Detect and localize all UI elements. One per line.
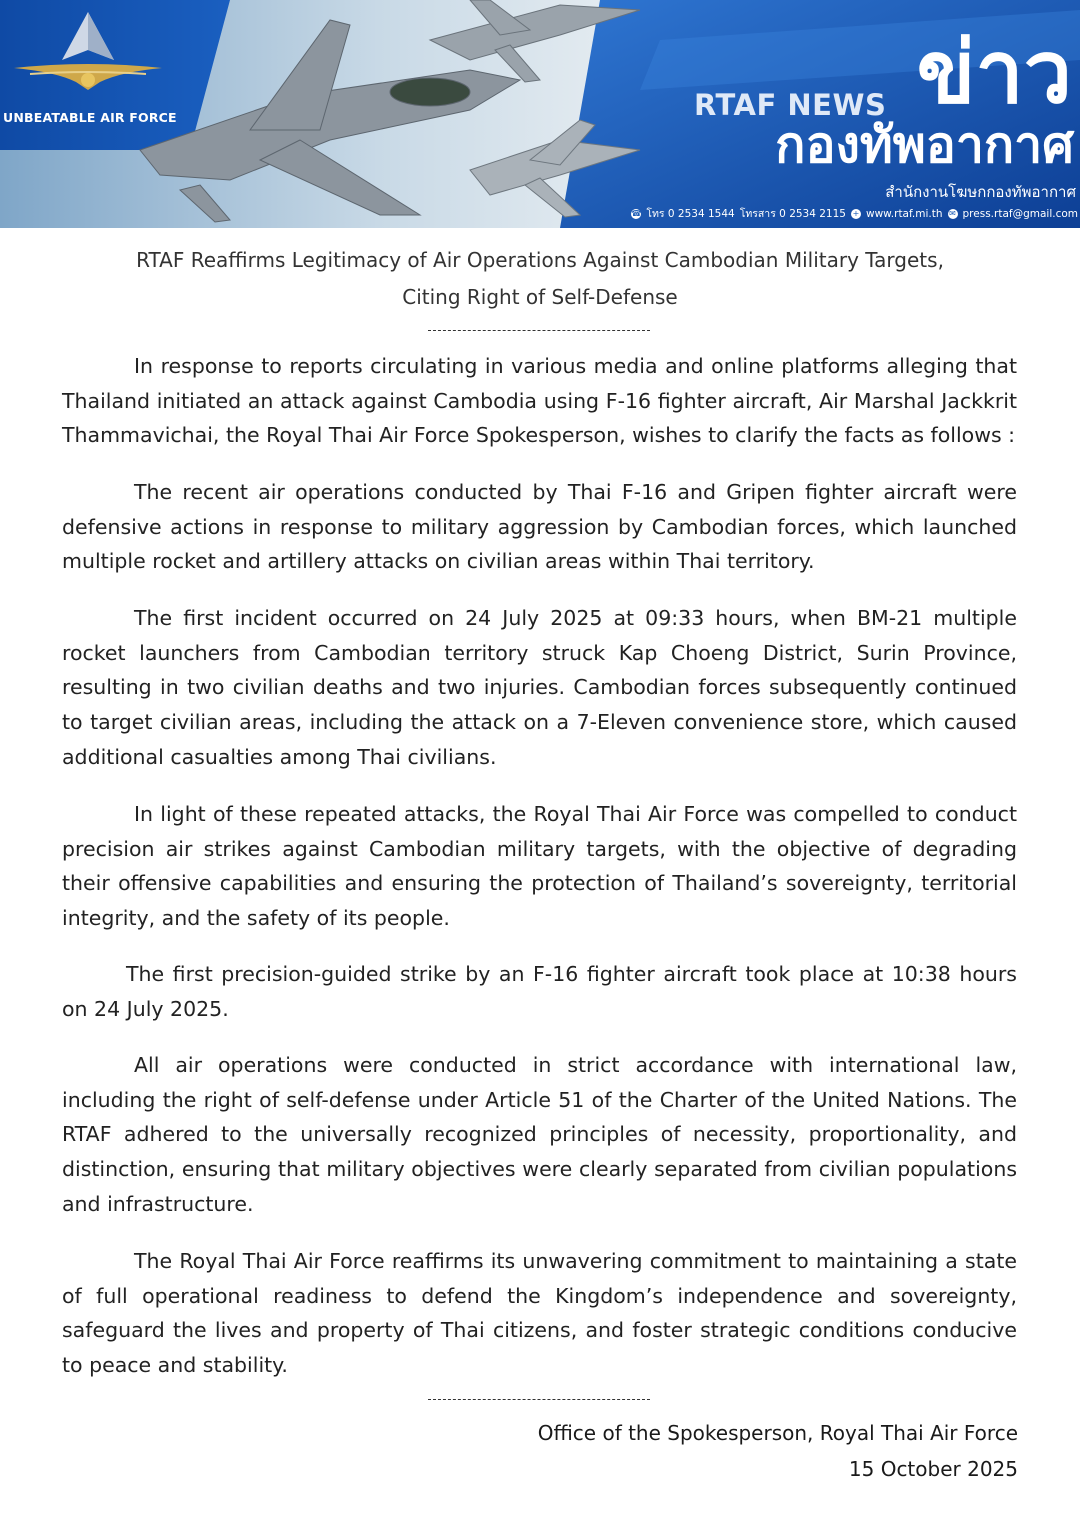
signature-office: Office of the Spokesperson, Royal Thai Air Force bbox=[537, 1421, 1018, 1445]
phone-number: โทร 0 2534 1544 bbox=[646, 208, 735, 220]
header-banner bbox=[0, 0, 1080, 228]
email-link[interactable]: press.rtaf@gmail.com bbox=[962, 207, 1078, 220]
title-line-2: Citing Right of Self-Defense bbox=[402, 285, 678, 309]
paragraph-7: The Royal Thai Air Force reaffirms its unwavering commitment to maintaining a state of full operational readiness to defend the Kingdom’s independence and sovereignty, safeguard the lives and property of Thai citizens, and foster strategic conditions conducive to peace and stability. bbox=[62, 1249, 1017, 1378]
phone-icon: ☎ bbox=[631, 208, 642, 218]
contact-bar bbox=[631, 205, 1078, 222]
closing-divider bbox=[428, 1399, 650, 1400]
paragraph-6: All air operations were conducted in strict accordance with international law, including the right of self-defense under Article 51 of the Charter of the United Nations. The RTAF adhered to the universally recognized principles of necessity, proportionality, and distinction, ensuring that military objectives were clearly separated from civilian populations and infrastructure. bbox=[62, 1053, 1017, 1216]
rtaf-logo-icon bbox=[0, 0, 185, 150]
title-line-1: RTAF Reaffirms Legitimacy of Air Operations Against Cambodian Military Targets, bbox=[136, 248, 944, 272]
release-date: 15 October 2025 bbox=[848, 1457, 1018, 1481]
logo-tagline: UNBEATABLE AIR FORCE bbox=[3, 110, 177, 125]
office-name-thai: สำนักงานโฆษกกองทัพอากาศ bbox=[885, 183, 1076, 201]
website-link[interactable]: www.rtaf.mi.th bbox=[865, 207, 943, 220]
brand-english: RTAF NEWS bbox=[694, 88, 887, 122]
paragraph-2: The recent air operations conducted by Thai F-16 and Gripen fighter aircraft were defensive actions in response to military aggression by Cambodian forces, which launched multiple rocket and artillery attacks on civilian areas within Thai territory. bbox=[62, 480, 1017, 574]
globe-icon: + bbox=[852, 208, 860, 218]
press-release-title bbox=[60, 242, 1020, 316]
paragraph-3: The first incident occurred on 24 July 2025 at 09:33 hours, when BM-21 multiple rocket launchers from Cambodian territory struck Kap Choeng District, Surin Province, resulting in two civilian deaths and two injuries. Cambodian forces subsequently continued to target civilian areas, including the attack on a 7-Eleven convenience store, which caused additional casualties among Thai civilians. bbox=[62, 606, 1017, 769]
fax-number: โทรสาร 0 2534 2115 bbox=[739, 208, 846, 220]
paragraph-1: In response to reports circulating in various media and online platforms alleging that Thailand initiated an attack against Cambodia using F-16 fighter aircraft, Air Marshal Jackkrit Thammavichai, the Royal Thai Air Force Spokesperson, wishes to clarify the facts as follows : bbox=[62, 354, 1017, 448]
brand-thai-main: ข่าว bbox=[916, 23, 1072, 123]
paragraph-4: In light of these repeated attacks, the Royal Thai Air Force was compelled to conduct precision air strikes against Cambodian military targets, with the objective of degrading their offensive capabilities and ensuring the protection of Thailand’s sovereignty, territorial integrity, and the safety of its people. bbox=[62, 802, 1017, 931]
title-divider bbox=[428, 330, 650, 331]
mail-icon: ✉ bbox=[949, 208, 956, 218]
brand-thai-sub: กองทัพอากาศ bbox=[775, 116, 1074, 174]
paragraph-5: The first precision-guided strike by an F-16 fighter aircraft took place at 10:38 hours on 24 July 2025. bbox=[62, 962, 1017, 1021]
